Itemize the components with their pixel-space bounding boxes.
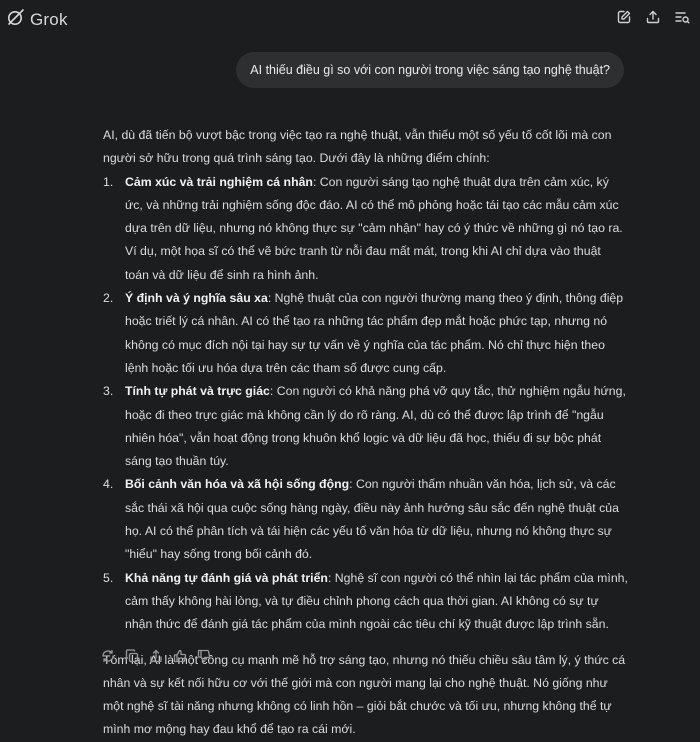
list-item-text: : Nghệ sĩ con người có thể nhìn lại tác phẩm của mình, cảm thấy không hài lòng, và tự điều chỉnh phong cách qua thời gian. AI không có sự tự nhận thức để đánh giá tác phẩm của mình ngoài các tiêu chí kỹ thuật được lập trình sẵn. xyxy=(125,570,628,632)
thumbs-down-icon[interactable] xyxy=(197,649,211,663)
list-item-text: : Con người thấm nhuần văn hóa, lịch sử, và các sắc thái xã hội qua cuộc sống hàng ngày, điều này ảnh hưởng sâu sắc đến nghệ thuật của họ. AI có thể phân tích và tái hiện các yếu tố văn hóa từ dữ liệu, nhưng nó không thực sự "hiểu" hay sống trong bối cảnh đó. xyxy=(125,477,619,562)
grok-logo[interactable] xyxy=(6,7,68,32)
history-icon[interactable] xyxy=(674,9,690,25)
user-message-text: AI thiếu điều gì so với con người trong việc sáng tạo nghệ thuật? xyxy=(250,63,610,77)
user-message-bubble xyxy=(236,52,624,88)
share-icon[interactable] xyxy=(149,649,163,663)
list-item-title: Bối cảnh văn hóa và xã hội sống động xyxy=(125,477,350,492)
list-item xyxy=(103,567,628,637)
list-item-text: : Con người có khả năng phá vỡ quy tắc, thử nghiệm ngẫu hứng, hoặc đi theo trực giác mà không cần lý do rõ ràng. AI, dù có thể được lập trình để "ngẫu nhiên hóa", vẫn hoạt động trong khuôn khổ logic và dữ liệu đã học, thiếu đi sự bộc phát sáng tạo thuần túy. xyxy=(125,384,626,469)
list-item-title: Ý định và ý nghĩa sâu xa xyxy=(125,291,268,306)
list-item-number: 2. xyxy=(103,291,114,306)
answer-list xyxy=(103,171,628,637)
regenerate-icon[interactable] xyxy=(101,649,115,663)
list-item-number: 1. xyxy=(103,174,114,189)
list-item xyxy=(103,287,628,380)
list-item xyxy=(103,380,628,473)
edit-icon[interactable] xyxy=(616,9,632,25)
list-item-title: Khả năng tự đánh giá và phát triển xyxy=(125,570,328,585)
answer-conclusion: Tóm lại, AI là một công cụ mạnh mẽ hỗ trợ sáng tạo, nhưng nó thiếu chiều sâu tâm lý, ý thức cá nhân và sự kết nối hữu cơ với thế giới mà con người mang lại cho nghệ thuật. Nó giống như một nghệ sĩ tài năng nhưng không có linh hồn – giỏi bắt chước và tối ưu, nhưng không thể tự mình mơ mộng hay đau khổ để tạo ra cái mới. xyxy=(103,652,626,737)
list-item-title: Cảm xúc và trải nghiệm cá nhân xyxy=(125,174,313,189)
list-item-title: Tính tự phát và trực giác xyxy=(125,384,270,399)
grok-logo-icon xyxy=(6,7,26,32)
list-item-text: : Con người sáng tạo nghệ thuật dựa trên cảm xúc, ký ức, và những trải nghiệm sống độc đáo. AI có thể mô phỏng hoặc tái tạo các mẫu cảm xúc dựa trên dữ liệu, nhưng nó không thực sự "cảm nhận" hay có ý thức về những gì nó tạo ra. Ví dụ, một họa sĩ có thể vẽ bức tranh từ nỗi đau mất mát, trong khi AI chỉ dựa vào thuật toán và dữ liệu để sinh ra hình ảnh. xyxy=(125,174,623,282)
list-item-number: 3. xyxy=(103,384,114,399)
list-item-text: : Nghệ thuật của con người thường mang theo ý định, thông điệp hoặc triết lý cá nhân. AI có thể tạo ra những tác phẩm đẹp mắt hoặc phức tạp, nhưng nó không có mục đích nội tại hay sự tự vấn về ý nghĩa của tác phẩm. Nó chỉ thực hiện theo lệnh hoặc tối ưu hóa dựa trên các tham số được cung cấp. xyxy=(125,291,624,375)
list-item xyxy=(103,171,628,287)
list-item-number: 5. xyxy=(103,570,114,585)
copy-icon[interactable] xyxy=(125,649,139,663)
list-item xyxy=(103,473,628,566)
app-title: Grok xyxy=(30,9,68,29)
thumbs-up-icon[interactable] xyxy=(173,649,187,663)
share-icon[interactable] xyxy=(645,9,661,25)
message-actions xyxy=(101,649,211,663)
header xyxy=(0,0,700,36)
answer-intro: AI, dù đã tiến bộ vượt bậc trong việc tạo ra nghệ thuật, vẫn thiếu một số yếu tố cốt lõi mà con người sở hữu trong quá trình sáng tạo. Dưới đây là những điểm chính: xyxy=(103,128,612,166)
list-item-number: 4. xyxy=(103,477,114,492)
